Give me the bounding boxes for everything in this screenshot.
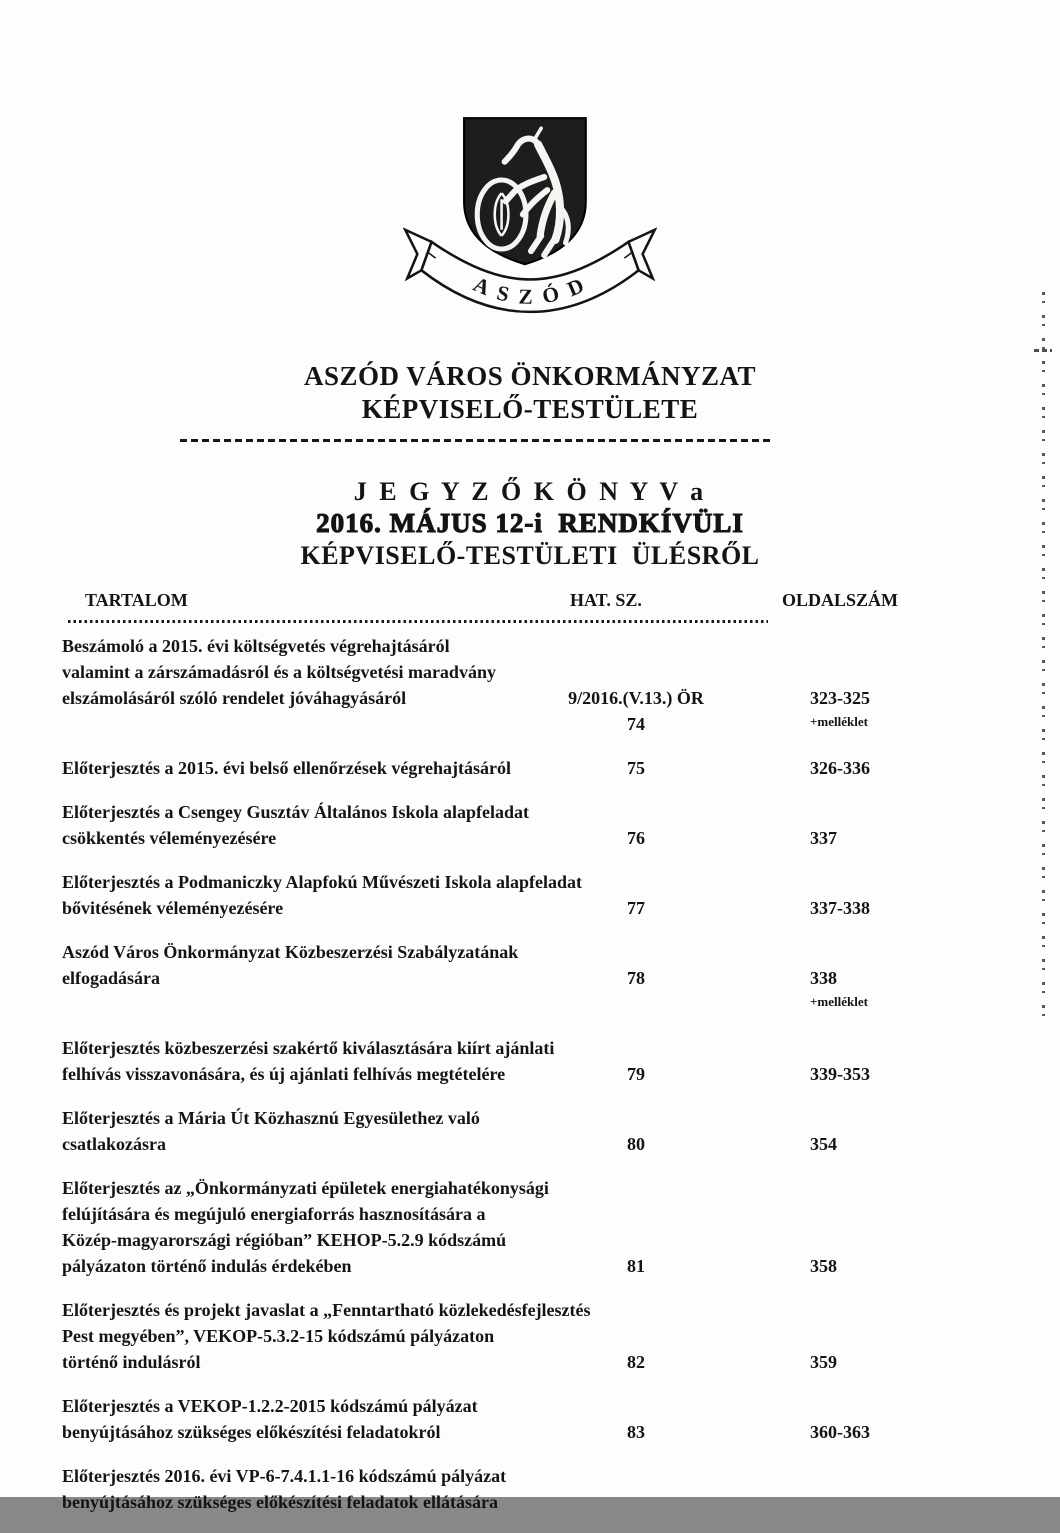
resolution-number — [565, 1489, 707, 1515]
page-number — [707, 939, 1002, 965]
toc-row — [62, 869, 1002, 921]
page-number — [707, 1297, 1002, 1323]
page-number — [707, 799, 1002, 825]
resolution-number: 76 — [627, 828, 645, 848]
toc-line — [62, 991, 1002, 1017]
toc-header-row — [62, 590, 962, 616]
toc-entry-text: Előterjesztés a VEKOP-1.2.2-2015 kódszámú pályázat — [62, 1396, 478, 1416]
toc-line — [62, 1393, 1002, 1419]
page-number: 326-336 — [810, 758, 870, 778]
page-number — [707, 1201, 1002, 1227]
toc-entry-text: Közép-magyarországi régióban” KEHOP-5.2.9 kódszámú — [62, 1230, 507, 1250]
dotted-divider — [68, 620, 768, 623]
page-number: 337-338 — [810, 898, 870, 918]
scan-artifact-dash — [1034, 349, 1052, 352]
resolution-number — [565, 799, 707, 825]
resolution-number — [565, 1463, 707, 1489]
page-number — [707, 1463, 1002, 1489]
toc-entry-text: benyújtásához szükséges előkészítési feladatokról — [62, 1422, 441, 1442]
toc-line — [62, 1323, 1002, 1349]
page-number — [707, 1323, 1002, 1349]
toc-row — [62, 1105, 1002, 1157]
resolution-number — [565, 1175, 707, 1201]
toc-entry-text: Pest megyében”, VEKOP-5.3.2-15 kódszámú pályázaton — [62, 1326, 495, 1346]
page-number — [707, 1489, 1002, 1515]
toc-entry-text: Előterjesztés a 2015. évi belső ellenőrzések végrehajtásáról — [62, 758, 512, 778]
toc-line — [62, 965, 1002, 991]
toc-line — [62, 1227, 1002, 1253]
toc-line — [62, 1061, 1002, 1087]
toc-line — [62, 939, 1002, 965]
toc-entry-text: csökkentés véleményezésére — [62, 828, 277, 848]
toc-row — [62, 799, 1002, 851]
toc-row — [62, 1175, 1002, 1279]
toc-entry-text: benyújtásához szükséges előkészítési feladatok ellátására — [62, 1492, 498, 1512]
page-number — [707, 1175, 1002, 1201]
page-number: 358 — [810, 1256, 837, 1276]
toc-entry-text — [62, 991, 565, 1017]
toc-line — [62, 1201, 1002, 1227]
toc-entry-text: elszámolásáról szóló rendelet jóváhagyásáról — [62, 688, 407, 708]
toc-entry-text: Előterjesztés a Podmaniczky Alapfokú Művészeti Iskola alapfeladat — [62, 872, 582, 892]
resolution-number: 9/2016.(V.13.) ÖR — [568, 688, 704, 708]
page-number — [707, 1105, 1002, 1131]
toc-row — [62, 939, 1002, 1017]
toc-entry-text: Előterjesztés 2016. évi VP-6-7.4.1.1-16 kódszámú pályázat — [62, 1466, 507, 1486]
toc-line — [62, 1253, 1002, 1279]
toc-header-content: TARTALOM — [85, 590, 188, 610]
toc-line — [62, 1463, 1002, 1489]
minutes-subject: KÉPVISELŐ-TESTÜLETI ÜLÉSRŐL — [300, 541, 760, 570]
page-number: 339-353 — [810, 1064, 870, 1084]
banner-text: A S Z Ó D — [469, 271, 591, 309]
page-number — [707, 1035, 1002, 1061]
resolution-number — [565, 633, 707, 659]
toc-row — [62, 633, 1002, 737]
minutes-label: J E G Y Z Ő K Ö N Y V a — [353, 477, 707, 506]
resolution-number — [565, 869, 707, 895]
org-title-line2: KÉPVISELŐ-TESTÜLETE — [361, 394, 699, 424]
toc-line — [62, 1035, 1002, 1061]
page-number: 354 — [810, 1134, 837, 1154]
toc-line — [62, 1419, 1002, 1445]
toc-entry-text: Előterjesztés az „Önkormányzati épületek energiahatékonysági — [62, 1178, 549, 1198]
resolution-number — [565, 991, 707, 1017]
toc-entry-text: elfogadására — [62, 968, 160, 988]
resolution-number: 79 — [627, 1064, 645, 1084]
page-number: 323-325 — [810, 688, 870, 708]
toc-row — [62, 755, 1002, 781]
resolution-number — [565, 659, 707, 685]
resolution-number: 78 — [627, 968, 645, 988]
resolution-number — [565, 1105, 707, 1131]
resolution-number: 75 — [627, 758, 645, 778]
toc-entry-text: Előterjesztés a Mária Út Közhasznú Egyesülethez való — [62, 1108, 480, 1128]
toc-row — [62, 1035, 1002, 1087]
org-title-line1: ASZÓD VÁROS ÖNKORMÁNYZAT — [303, 361, 757, 391]
toc-line — [62, 869, 1002, 895]
page-number: 359 — [810, 1352, 837, 1372]
resolution-number: 80 — [627, 1134, 645, 1154]
toc-line — [62, 711, 1002, 737]
toc-line — [62, 1105, 1002, 1131]
toc-entry-text: bővitésének véleményezésére — [62, 898, 284, 918]
toc-row — [62, 1393, 1002, 1445]
resolution-number — [565, 1035, 707, 1061]
toc-row — [62, 1463, 1002, 1515]
toc-entry-text: felújítására és megújuló energiaforrás hasznosítására a — [62, 1204, 486, 1224]
toc-entry-text: csatlakozásra — [62, 1134, 166, 1154]
minutes-date: 2016. MÁJUS 12-i RENDKÍVÜLI — [316, 508, 744, 538]
toc-line — [62, 1297, 1002, 1323]
toc-entry-text: történő indulásról — [62, 1352, 201, 1372]
toc-header-resolution: HAT. SZ. — [570, 590, 642, 610]
resolution-number — [565, 1393, 707, 1419]
resolution-number — [565, 939, 707, 965]
shield-icon — [464, 118, 586, 264]
page-number — [707, 633, 1002, 659]
toc-row — [62, 1297, 1002, 1375]
aszod-coat-of-arms — [403, 110, 657, 318]
toc-line — [62, 659, 1002, 685]
scan-artifact-line — [1042, 292, 1045, 1020]
toc-line — [62, 633, 1002, 659]
toc-line — [62, 685, 1002, 711]
toc-line — [62, 1349, 1002, 1375]
toc-entry-text: Aszód Város Önkormányzat Közbeszerzési Szabályzatának — [62, 942, 519, 962]
resolution-number: 74 — [627, 714, 645, 734]
toc-entry-text — [62, 711, 565, 737]
page-number: 338 — [810, 968, 837, 988]
toc-line — [62, 799, 1002, 825]
toc-entry-text: felhívás visszavonására, és új ajánlati felhívás megtételére — [62, 1064, 506, 1084]
toc-line — [62, 1131, 1002, 1157]
page-number: 360-363 — [810, 1422, 870, 1442]
toc-line — [62, 895, 1002, 921]
resolution-number — [565, 1201, 707, 1227]
toc-line — [62, 825, 1002, 851]
resolution-number — [565, 1323, 707, 1349]
page-number — [707, 869, 1002, 895]
page-number: +melléklet — [810, 714, 868, 729]
toc-line — [62, 1175, 1002, 1201]
resolution-number — [565, 1297, 707, 1323]
toc-entry-text: Beszámoló a 2015. évi költségvetés végrehajtásáról — [62, 636, 450, 656]
dashed-divider — [180, 439, 770, 442]
toc-entry-text: Előterjesztés a Csengey Gusztáv Általános Iskola alapfeladat — [62, 802, 529, 822]
page-number — [707, 1227, 1002, 1253]
resolution-number: 83 — [627, 1422, 645, 1442]
toc-entry-text: pályázaton történő indulás érdekében — [62, 1256, 352, 1276]
resolution-number: 82 — [627, 1352, 645, 1372]
toc-header-pages: OLDALSZÁM — [782, 590, 899, 610]
page-number: 337 — [810, 828, 837, 848]
toc-entry-text: Előterjesztés közbeszerzési szakértő kiválasztására kiírt ajánlati — [62, 1038, 555, 1058]
toc-line — [62, 1489, 1002, 1515]
resolution-number: 77 — [627, 898, 645, 918]
resolution-number: 81 — [627, 1256, 645, 1276]
toc-rows — [62, 633, 1002, 1533]
resolution-number — [565, 1227, 707, 1253]
page-number — [707, 1393, 1002, 1419]
page-number: +melléklet — [810, 994, 868, 1009]
toc-entry-text: valamint a zárszámadásról és a költségvetési maradvány — [62, 662, 496, 682]
page-number — [707, 659, 1002, 685]
toc-line — [62, 755, 1002, 781]
toc-entry-text: Előterjesztés és projekt javaslat a „Fenntartható közlekedésfejlesztés — [62, 1300, 591, 1320]
